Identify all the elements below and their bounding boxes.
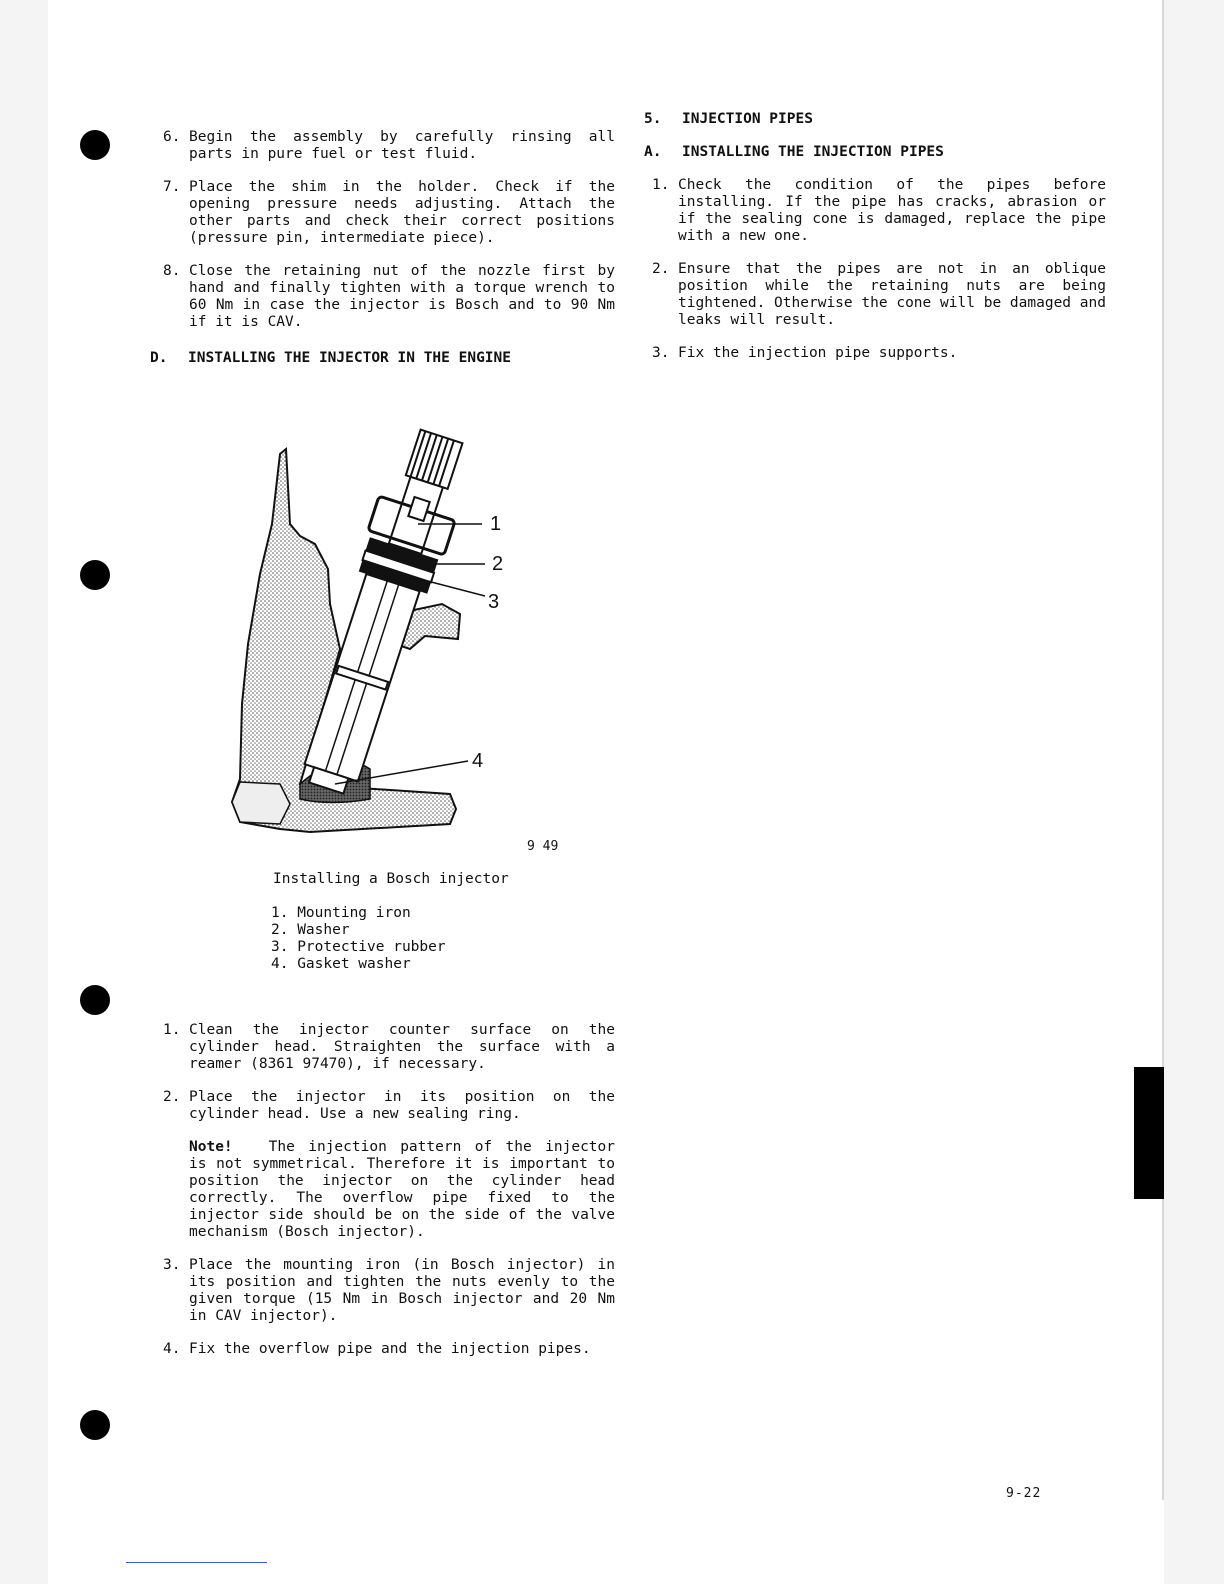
item-number: 7. — [163, 179, 181, 195]
figure-number: 9 49 — [527, 839, 559, 854]
binder-hole — [80, 1410, 110, 1440]
section-heading — [644, 144, 1106, 161]
binder-hole — [80, 985, 110, 1015]
item-text: Clean the injector counter surface on the cylinder head. Straighten the surface with a reamer (8361 97470), if necessary. — [189, 1022, 615, 1072]
section-label: 5. — [644, 111, 662, 127]
section-title: INJECTION PIPES — [682, 111, 813, 127]
page-edge-shadow — [1162, 0, 1164, 1500]
section-title: INSTALLING THE INJECTOR IN THE ENGINE — [188, 350, 512, 366]
figure-caption: Installing a Bosch injector — [273, 871, 509, 887]
section-d — [150, 350, 620, 383]
section-heading — [150, 350, 620, 367]
item-number: 6. — [163, 129, 181, 145]
list-item — [652, 345, 1106, 362]
list-item — [163, 263, 615, 331]
page-number: 9-22 — [1006, 1486, 1042, 1501]
binder-hole — [80, 560, 110, 590]
list-item — [163, 1089, 615, 1123]
item-number: 2. — [652, 261, 670, 277]
list-item — [163, 179, 615, 247]
list-item — [163, 1341, 615, 1358]
item-text: Place the injector in its position on the cylinder head. Use a new sealing ring. — [189, 1089, 615, 1122]
note-text: The injection pattern of the injector is not symmetrical. Therefore it is important to position the injector on the cylinder head correctly. The overflow pipe fixed to the injector side should be on the side of the valve mechanism (Bosch injector). — [189, 1139, 615, 1240]
section-label: A. — [644, 144, 662, 160]
binder-hole — [80, 130, 110, 160]
item-number: 1. — [652, 177, 670, 193]
list-item — [163, 1022, 615, 1073]
section-heading — [644, 111, 1106, 128]
legend-item: 2. Washer — [271, 922, 350, 938]
section-title: INSTALLING THE INJECTION PIPES — [682, 144, 944, 160]
callout-1: 1 — [490, 513, 502, 535]
item-text: Close the retaining nut of the nozzle first by hand and finally tighten with a torque wrench to 60 Nm in case the injector is Bosch and to 90 Nm if it is CAV. — [189, 263, 615, 330]
note-label: Note! — [189, 1139, 233, 1155]
callout-3: 3 — [488, 591, 500, 613]
left-column-top — [163, 129, 615, 347]
item-number: 8. — [163, 263, 181, 279]
figure-legend — [271, 905, 446, 973]
legend-item: 4. Gasket washer — [271, 956, 411, 972]
item-number: 4. — [163, 1341, 181, 1357]
note-block — [189, 1139, 615, 1241]
legend-item: 1. Mounting iron — [271, 905, 411, 921]
item-text: Ensure that the pipes are not in an oblique position while the retaining nuts are being tightened. Otherwise the cone will be damaged and leaks will result. — [678, 261, 1106, 328]
list-item — [652, 177, 1106, 245]
item-text: Fix the overflow pipe and the injection pipes. — [189, 1341, 591, 1357]
section-label: D. — [150, 350, 168, 366]
injector-diagram — [220, 404, 520, 844]
item-number: 2. — [163, 1089, 181, 1105]
callout-2: 2 — [492, 553, 504, 575]
item-text: Begin the assembly by carefully rinsing all parts in pure fuel or test fluid. — [189, 129, 615, 162]
legend-item: 3. Protective rubber — [271, 939, 446, 955]
left-column-bottom — [163, 1022, 615, 1374]
item-number: 3. — [163, 1257, 181, 1273]
right-column — [644, 111, 1106, 378]
right-list — [644, 177, 1106, 362]
item-text: Place the mounting iron (in Bosch injector) in its position and tighten the nuts evenly to the given torque (15 Nm in Bosch injector and 20 Nm in CAV injector). — [189, 1257, 615, 1324]
list-item — [163, 129, 615, 163]
list-item — [652, 261, 1106, 329]
list-item — [163, 1257, 615, 1325]
footer-rule — [126, 1562, 267, 1563]
callout-4: 4 — [472, 750, 484, 772]
item-text: Place the shim in the holder. Check if the opening pressure needs adjusting. Attach the other parts and check their correct positions (pressure pin, intermediate piece). — [189, 179, 615, 246]
item-number: 3. — [652, 345, 670, 361]
section-tab-marker — [1134, 1067, 1164, 1199]
item-number: 1. — [163, 1022, 181, 1038]
item-text: Fix the injection pipe supports. — [678, 345, 958, 361]
item-text: Check the condition of the pipes before installing. If the pipe has cracks, abrasion or if the sealing cone is damaged, replace the pipe with a new one. — [678, 177, 1106, 244]
